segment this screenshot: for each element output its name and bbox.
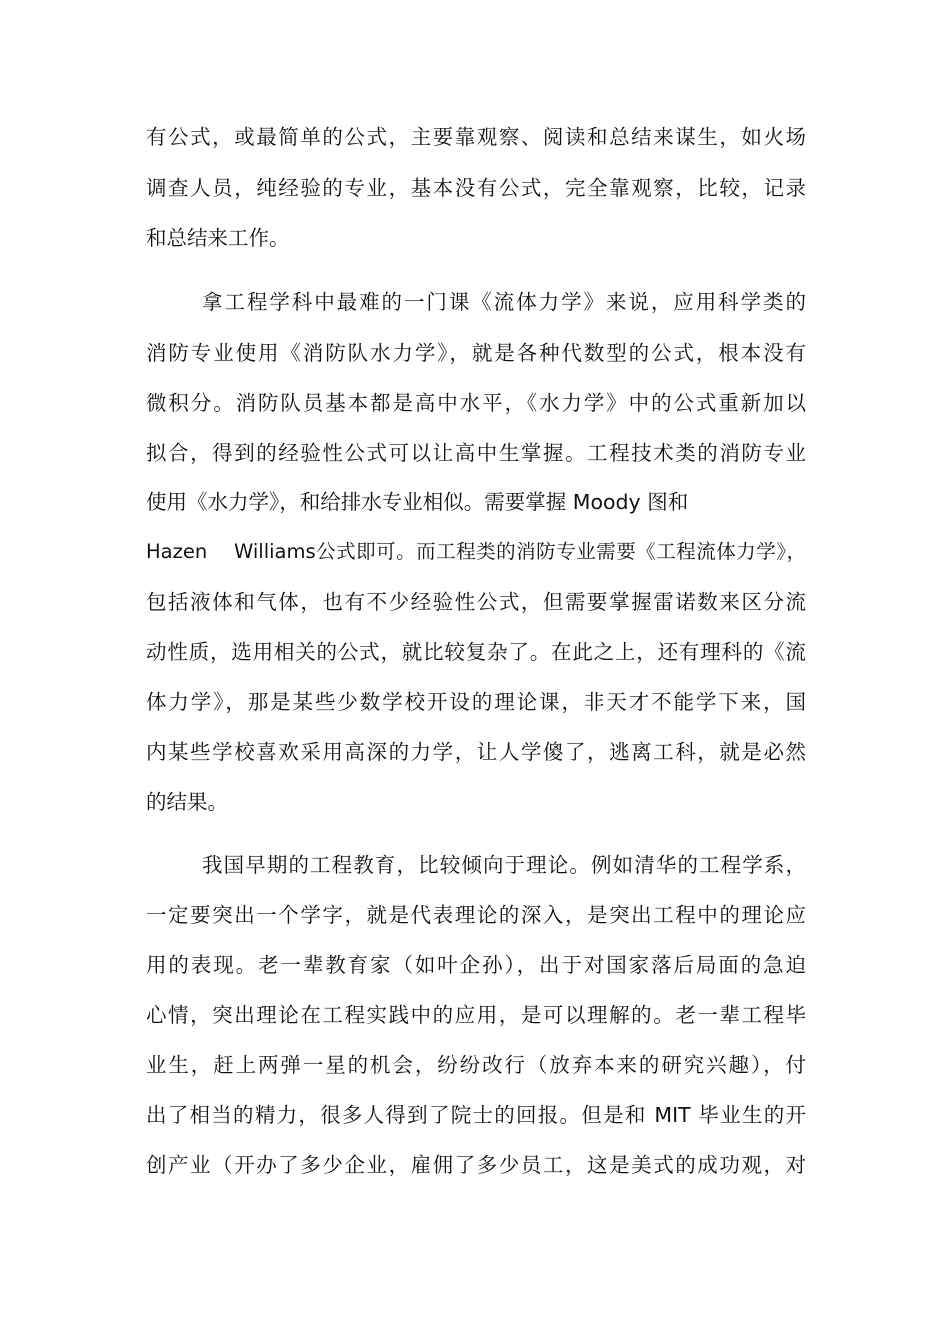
text-line: 我国早期的工程教育，比较倾向于理论。例如清华的工程学系，: [202, 853, 806, 877]
text-line: 用的表现。老一辈教育家（如叶企孙），出于对国家落后局面的急迫: [146, 953, 806, 977]
text-line: 消防专业使用《消防队水力学》，就是各种代数型的公式，根本没有: [146, 341, 806, 365]
text-line: 调查人员，纯经验的专业，基本没有公式，完全靠观察，比较，记录: [146, 176, 806, 200]
text-line: 拿工程学科中最难的一门课《流体力学》来说，应用科学类的: [202, 290, 806, 314]
text-line: 内某些学校喜欢采用高深的力学，让人学傻了，逃离工科，就是必然: [146, 740, 806, 764]
text-line: 出了相当的精力，很多人得到了院士的回报。但是和 MIT 毕业生的开: [146, 1103, 806, 1127]
text-line: 微积分。消防队员基本都是高中水平，《水力学》中的公式重新加以: [146, 391, 806, 415]
text-line: 的结果。: [146, 790, 228, 814]
text-line: 一定要突出一个学字，就是代表理论的深入，是突出工程中的理论应: [146, 903, 806, 927]
text-line: 创产业（开办了多少企业，雇佣了多少员工，这是美式的成功观，对: [146, 1153, 806, 1177]
text-line: 和总结来工作。: [146, 226, 290, 250]
text-line: 包括液体和气体，也有不少经验性公式，但需要掌握雷诺数来区分流: [146, 590, 806, 614]
text-line: 动性质，选用相关的公式，就比较复杂了。在此之上，还有理科的《流: [146, 640, 806, 664]
text-line: 使用《水力学》，和给排水专业相似。需要掌握 Moody 图和: [146, 490, 689, 514]
text-line: Hazen Williams公式即可。而工程类的消防专业需要《工程流体力学》，: [146, 540, 806, 563]
text-line: 业生，赶上两弹一星的机会，纷纷改行（放弃本来的研究兴趣），付: [146, 1053, 806, 1077]
text-line: 体力学》，那是某些少数学校开设的理论课，非天才不能学下来，国: [146, 690, 806, 714]
text-line: 有公式，或最简单的公式，主要靠观察、阅读和总结来谋生，如火场: [146, 125, 806, 149]
text-line: 拟合，得到的经验性公式可以让高中生掌握。工程技术类的消防专业: [146, 441, 806, 465]
text-line: 心情，突出理论在工程实践中的应用，是可以理解的。老一辈工程毕: [146, 1003, 806, 1027]
